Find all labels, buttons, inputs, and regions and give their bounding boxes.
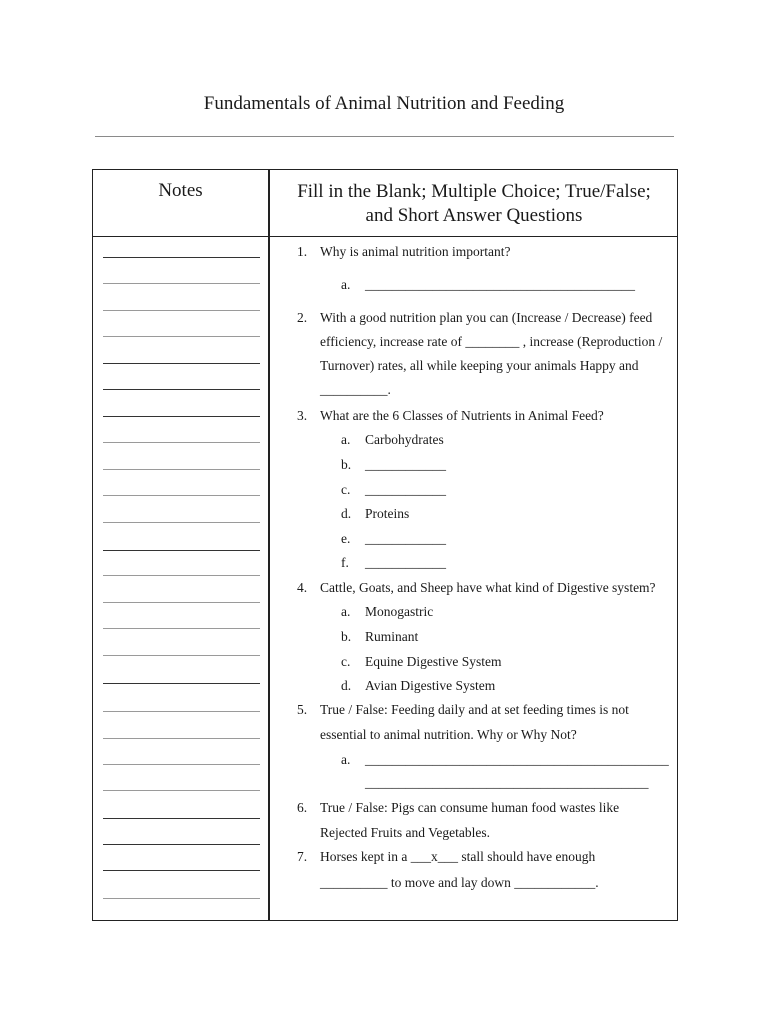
notes-line[interactable]: [103, 495, 260, 496]
notes-line[interactable]: [103, 550, 260, 551]
question-text-line-2: Rejected Fruits and Vegetables.: [320, 825, 490, 840]
notes-line[interactable]: [103, 310, 260, 311]
question-text: Cattle, Goats, and Sheep have what kind of Digestive system?: [320, 580, 656, 595]
notes-line[interactable]: [103, 738, 260, 739]
notes-line[interactable]: [103, 283, 260, 284]
question-number: 6.: [297, 800, 308, 815]
question-text-line-3: Turnover) rates, all while keeping your animals Happy and: [320, 358, 639, 373]
option-label: a.: [341, 432, 351, 447]
notes-line[interactable]: [103, 818, 260, 819]
answer-blank[interactable]: ____________: [365, 482, 446, 497]
question-text-line-1: True / False: Feeding daily and at set feeding times is not: [320, 702, 629, 717]
question-number: 3.: [297, 408, 308, 423]
notes-line[interactable]: [103, 844, 260, 845]
questions-column-header: [270, 180, 678, 228]
option-text: Proteins: [365, 506, 410, 521]
question-number: 2.: [297, 310, 308, 325]
option-label: b.: [341, 629, 352, 644]
notes-column-header: Notes: [158, 180, 203, 201]
column-divider: [268, 170, 270, 920]
notes-line[interactable]: [103, 898, 260, 899]
question-number: 7.: [297, 849, 308, 864]
option-label: c.: [341, 482, 351, 497]
question-text-line-4[interactable]: __________.: [320, 382, 391, 397]
question-number: 4.: [297, 580, 308, 595]
title-underline: [95, 136, 674, 137]
option-label: a.: [341, 752, 351, 767]
answer-blank[interactable]: __________________________________________: [365, 775, 649, 790]
notes-line[interactable]: [103, 389, 260, 390]
answer-blank[interactable]: ________________________________________: [365, 277, 635, 292]
question-number: 5.: [297, 702, 308, 717]
notes-line[interactable]: [103, 469, 260, 470]
option-text[interactable]: Avian Digestive System: [365, 678, 496, 693]
question-text: Why is animal nutrition important?: [320, 244, 511, 259]
option-label: b.: [341, 457, 352, 472]
questions-header-line-1: Fill in the Blank; Multiple Choice; True/False;: [297, 181, 651, 202]
notes-line[interactable]: [103, 870, 260, 871]
answer-blank[interactable]: _____________________________________________: [365, 752, 669, 767]
notes-line[interactable]: [103, 522, 260, 523]
notes-line[interactable]: [103, 416, 260, 417]
notes-line[interactable]: [103, 575, 260, 576]
notes-line[interactable]: [103, 790, 260, 791]
notes-line[interactable]: [103, 336, 260, 337]
question-text-line-1: True / False: Pigs can consume human food wastes like: [320, 800, 620, 815]
notes-line[interactable]: [103, 363, 260, 364]
question-number: 1.: [297, 244, 308, 259]
option-label: f.: [341, 555, 349, 570]
answer-blank[interactable]: ____________: [365, 531, 446, 546]
notes-line[interactable]: [103, 628, 260, 629]
questions-header-line-2: and Short Answer Questions: [365, 205, 583, 226]
option-label: a.: [341, 604, 351, 619]
option-label: d.: [341, 506, 352, 521]
question-text-line-2: essential to animal nutrition. Why or Why Not?: [320, 727, 577, 742]
notes-line[interactable]: [103, 442, 260, 443]
notes-line[interactable]: [103, 655, 260, 656]
question-text-line-2[interactable]: __________ to move and lay down ____________.: [320, 875, 599, 890]
notes-line[interactable]: [103, 711, 260, 712]
option-text[interactable]: Monogastric: [365, 604, 434, 619]
option-text: Carbohydrates: [365, 432, 444, 447]
option-text[interactable]: Equine Digestive System: [365, 654, 502, 669]
notes-line[interactable]: [103, 764, 260, 765]
worksheet-title: Fundamentals of Animal Nutrition and Feeding: [203, 93, 565, 114]
notes-line[interactable]: [103, 602, 260, 603]
answer-blank[interactable]: ____________: [365, 457, 446, 472]
option-text[interactable]: Ruminant: [365, 629, 419, 644]
option-label: a.: [341, 277, 351, 292]
notes-line[interactable]: [103, 257, 260, 258]
answer-blank[interactable]: ____________: [365, 555, 446, 570]
option-label: e.: [341, 531, 351, 546]
question-text: What are the 6 Classes of Nutrients in Animal Feed?: [320, 408, 604, 423]
question-text-line-2: efficiency, increase rate of ________ , increase (Reproduction /: [320, 334, 663, 349]
option-label: d.: [341, 678, 352, 693]
question-text-line-1[interactable]: Horses kept in a ___x___ stall should have enough: [320, 849, 596, 864]
notes-line[interactable]: [103, 683, 260, 684]
question-text-line-1: With a good nutrition plan you can (Increase / Decrease) feed: [320, 310, 653, 325]
option-label: c.: [341, 654, 351, 669]
